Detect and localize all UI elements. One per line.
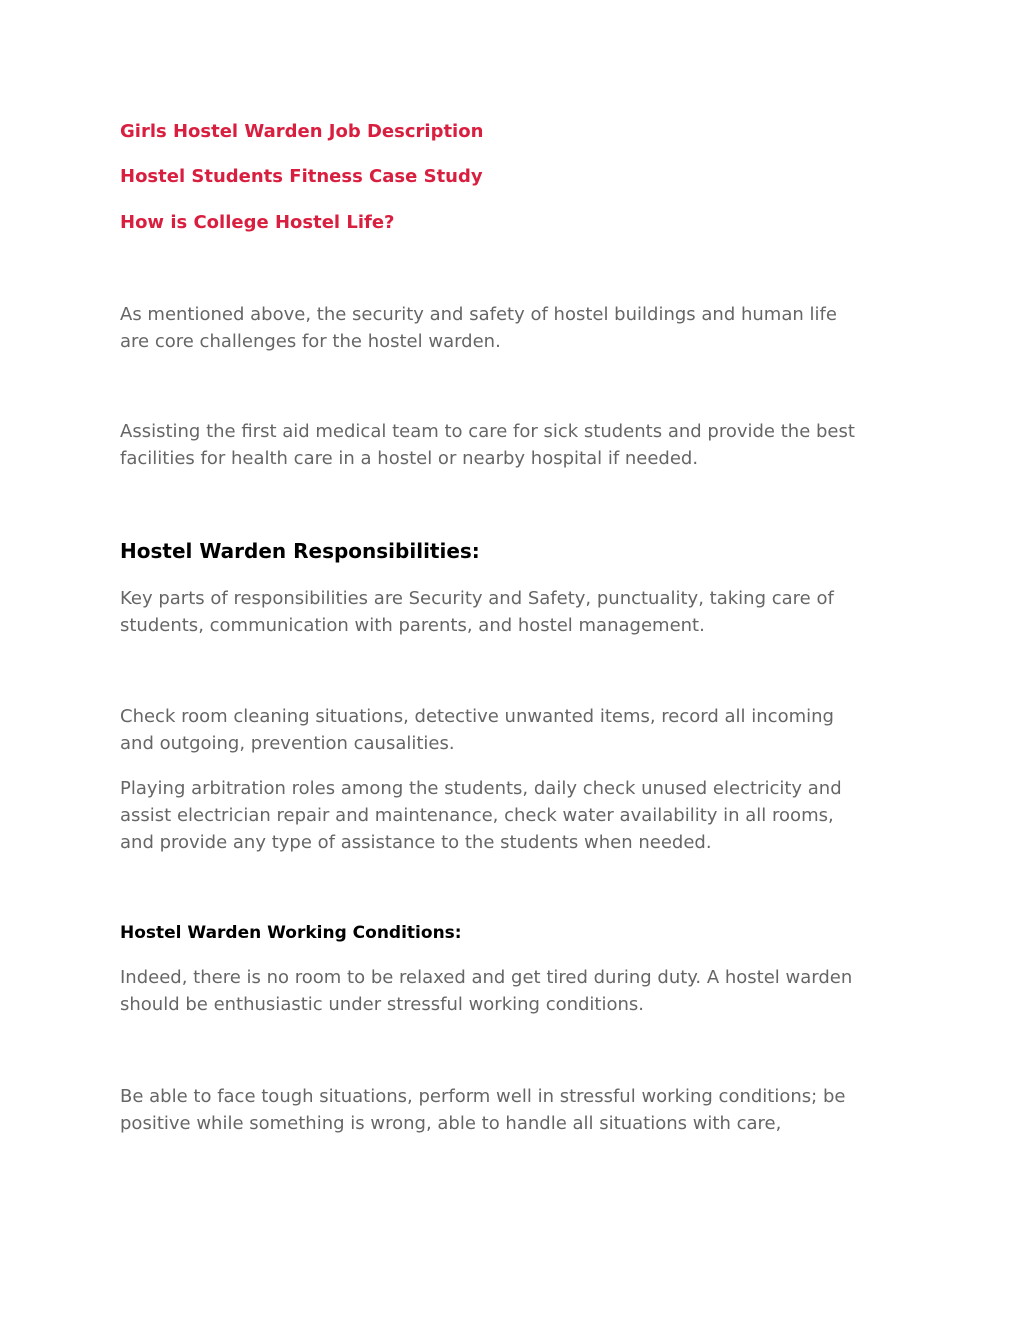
paragraph-security-intro bbox=[120, 301, 920, 355]
heading-working-conditions: Hostel Warden Working Conditions: bbox=[120, 923, 462, 943]
paragraph-line: Be able to face tough situations, perform well in stressful working conditions; be bbox=[120, 1086, 846, 1107]
paragraph-line: Assisting the first aid medical team to care for sick students and provide the best bbox=[120, 421, 855, 442]
paragraph-tough-situations bbox=[120, 1083, 920, 1137]
paragraph-line: students, communication with parents, and hostel management. bbox=[120, 615, 705, 636]
paragraph-line: positive while something is wrong, able to handle all situations with care, bbox=[120, 1113, 782, 1134]
paragraph-line: As mentioned above, the security and safety of hostel buildings and human life bbox=[120, 304, 837, 325]
paragraph-line: assist electrician repair and maintenance, check water availability in all rooms, bbox=[120, 805, 834, 826]
link-girls-hostel-warden-job-description[interactable]: Girls Hostel Warden Job Description bbox=[120, 121, 484, 142]
paragraph-working-conditions-intro bbox=[120, 964, 920, 1018]
paragraph-line: Playing arbitration roles among the students, daily check unused electricity and bbox=[120, 778, 842, 799]
paragraph-room-checks bbox=[120, 703, 920, 757]
paragraph-line: are core challenges for the hostel warden. bbox=[120, 331, 501, 352]
paragraph-line: and provide any type of assistance to the students when needed. bbox=[120, 832, 712, 853]
link-how-is-college-hostel-life[interactable]: How is College Hostel Life? bbox=[120, 212, 395, 233]
paragraph-responsibilities-intro bbox=[120, 585, 920, 639]
link-hostel-students-fitness-case-study[interactable]: Hostel Students Fitness Case Study bbox=[120, 166, 483, 187]
paragraph-line: should be enthusiastic under stressful working conditions. bbox=[120, 994, 645, 1015]
heading-responsibilities: Hostel Warden Responsibilities: bbox=[120, 539, 480, 563]
paragraph-line: Indeed, there is no room to be relaxed and get tired during duty. A hostel warden bbox=[120, 967, 853, 988]
paragraph-line: facilities for health care in a hostel or nearby hospital if needed. bbox=[120, 448, 699, 469]
paragraph-arbitration bbox=[120, 775, 920, 856]
paragraph-line: and outgoing, prevention causalities. bbox=[120, 733, 455, 754]
paragraph-line: Key parts of responsibilities are Security and Safety, punctuality, taking care of bbox=[120, 588, 834, 609]
paragraph-first-aid bbox=[120, 418, 920, 472]
paragraph-line: Check room cleaning situations, detective unwanted items, record all incoming bbox=[120, 706, 834, 727]
